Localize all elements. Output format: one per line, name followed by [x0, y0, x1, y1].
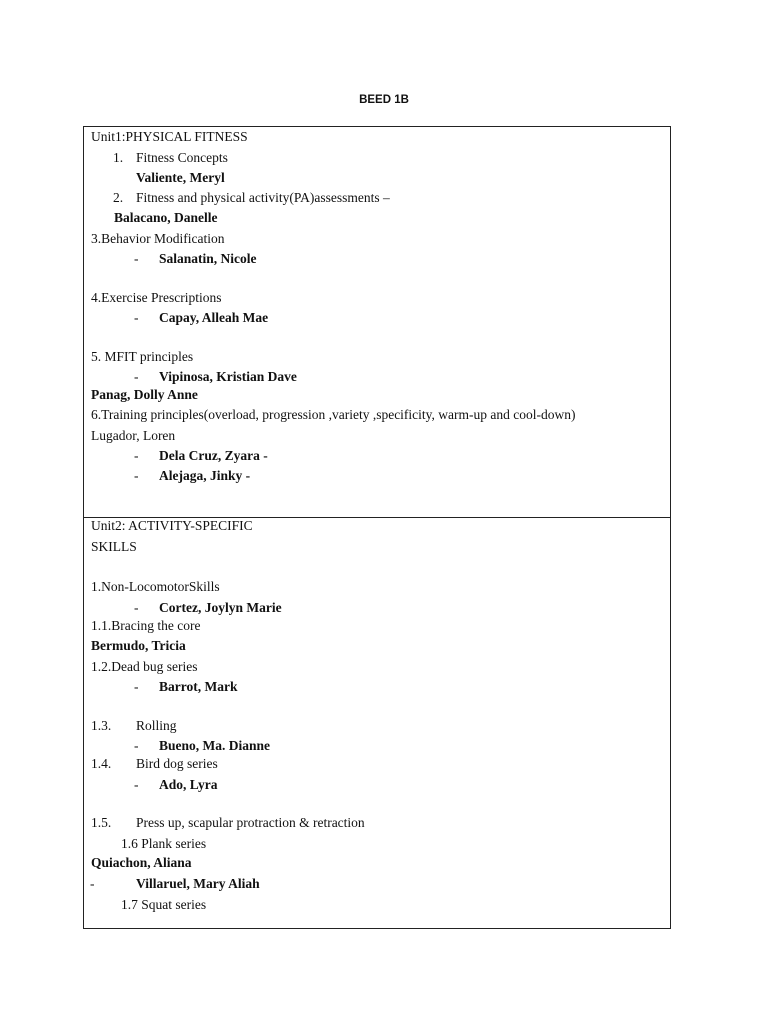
- unit1-item2-topic: Fitness and physical activity(PA)assessments –: [136, 190, 390, 205]
- bullet-dash: -: [134, 600, 139, 615]
- unit2-item1-5-topic: Press up, scapular protraction & retraction: [136, 815, 365, 830]
- unit2-item1-4-presenter: Ado, Lyra: [159, 777, 218, 792]
- unit1-item6-presenter-0: Lugador, Loren: [91, 428, 176, 443]
- topics-table: [83, 126, 671, 929]
- bullet-dash: -: [134, 310, 139, 325]
- bullet-dash: -: [134, 369, 139, 384]
- unit1-item6-topic: 6.Training principles(overload, progression ,variety ,specificity, warm-up and cool-down): [91, 407, 576, 422]
- bullet-dash: -: [134, 679, 139, 694]
- unit2-item1-4-topic: Bird dog series: [136, 756, 218, 771]
- unit1-item4-presenter: Capay, Alleah Mae: [159, 310, 269, 325]
- unit2-item1-2-presenter: Barrot, Mark: [159, 679, 238, 694]
- unit2-heading-line2: SKILLS: [91, 539, 137, 554]
- unit2-item1-3-presenter: Bueno, Ma. Dianne: [159, 738, 271, 753]
- unit1-item2-presenter: Balacano, Danelle: [114, 210, 218, 225]
- unit2-item1-6-presenter-2: Villaruel, Mary Aliah: [136, 876, 260, 891]
- unit1-item1-presenter: Valiente, Meryl: [136, 170, 225, 185]
- bullet-dash: -: [90, 876, 95, 891]
- unit2-item1-2-topic: 1.2.Dead bug series: [91, 659, 198, 674]
- unit1-item2-number: 2.: [113, 190, 124, 205]
- unit1-heading: Unit1:PHYSICAL FITNESS: [91, 129, 248, 144]
- bullet-dash: -: [134, 738, 139, 753]
- unit2-item1-5-number: 1.5.: [91, 815, 112, 830]
- unit1-item6-presenter-2: Alejaga, Jinky -: [159, 468, 251, 483]
- bullet-dash: -: [134, 777, 139, 792]
- unit1-item1-number: 1.: [113, 150, 124, 165]
- unit2-heading-line1: Unit2: ACTIVITY-SPECIFIC: [91, 518, 253, 533]
- unit1-item3-presenter: Salanatin, Nicole: [159, 251, 257, 266]
- unit2-item1-6-topic: 1.6 Plank series: [121, 836, 207, 851]
- unit1-item5-presenter-2: Panag, Dolly Anne: [91, 387, 198, 402]
- bullet-dash: -: [134, 251, 139, 266]
- document-title: BEED 1B: [359, 94, 409, 106]
- unit1-item5-topic: 5. MFIT principles: [91, 349, 194, 364]
- unit2-item1-7-topic: 1.7 Squat series: [121, 897, 207, 912]
- unit2-item1-1-topic: 1.1.Bracing the core: [91, 618, 201, 633]
- unit1-item1-topic: Fitness Concepts: [136, 150, 228, 165]
- unit2-item1-presenter: Cortez, Joylyn Marie: [159, 600, 282, 615]
- unit1-item5-presenter: Vipinosa, Kristian Dave: [159, 369, 297, 384]
- unit2-item1-1-presenter: Bermudo, Tricia: [91, 638, 186, 653]
- unit1-item3-topic: 3.Behavior Modification: [91, 231, 225, 246]
- unit1-item6-presenter-1: Dela Cruz, Zyara -: [159, 448, 268, 463]
- bullet-dash: -: [134, 468, 139, 483]
- unit2-item1-topic: 1.Non-LocomotorSkills: [91, 579, 220, 594]
- unit2-item1-3-topic: Rolling: [136, 718, 177, 733]
- unit2-item1-4-number: 1.4.: [91, 756, 112, 771]
- unit2-item1-3-number: 1.3.: [91, 718, 112, 733]
- unit2-item1-6-presenter: Quiachon, Aliana: [91, 855, 192, 870]
- unit1-item4-topic: 4.Exercise Prescriptions: [91, 290, 222, 305]
- bullet-dash: -: [134, 448, 139, 463]
